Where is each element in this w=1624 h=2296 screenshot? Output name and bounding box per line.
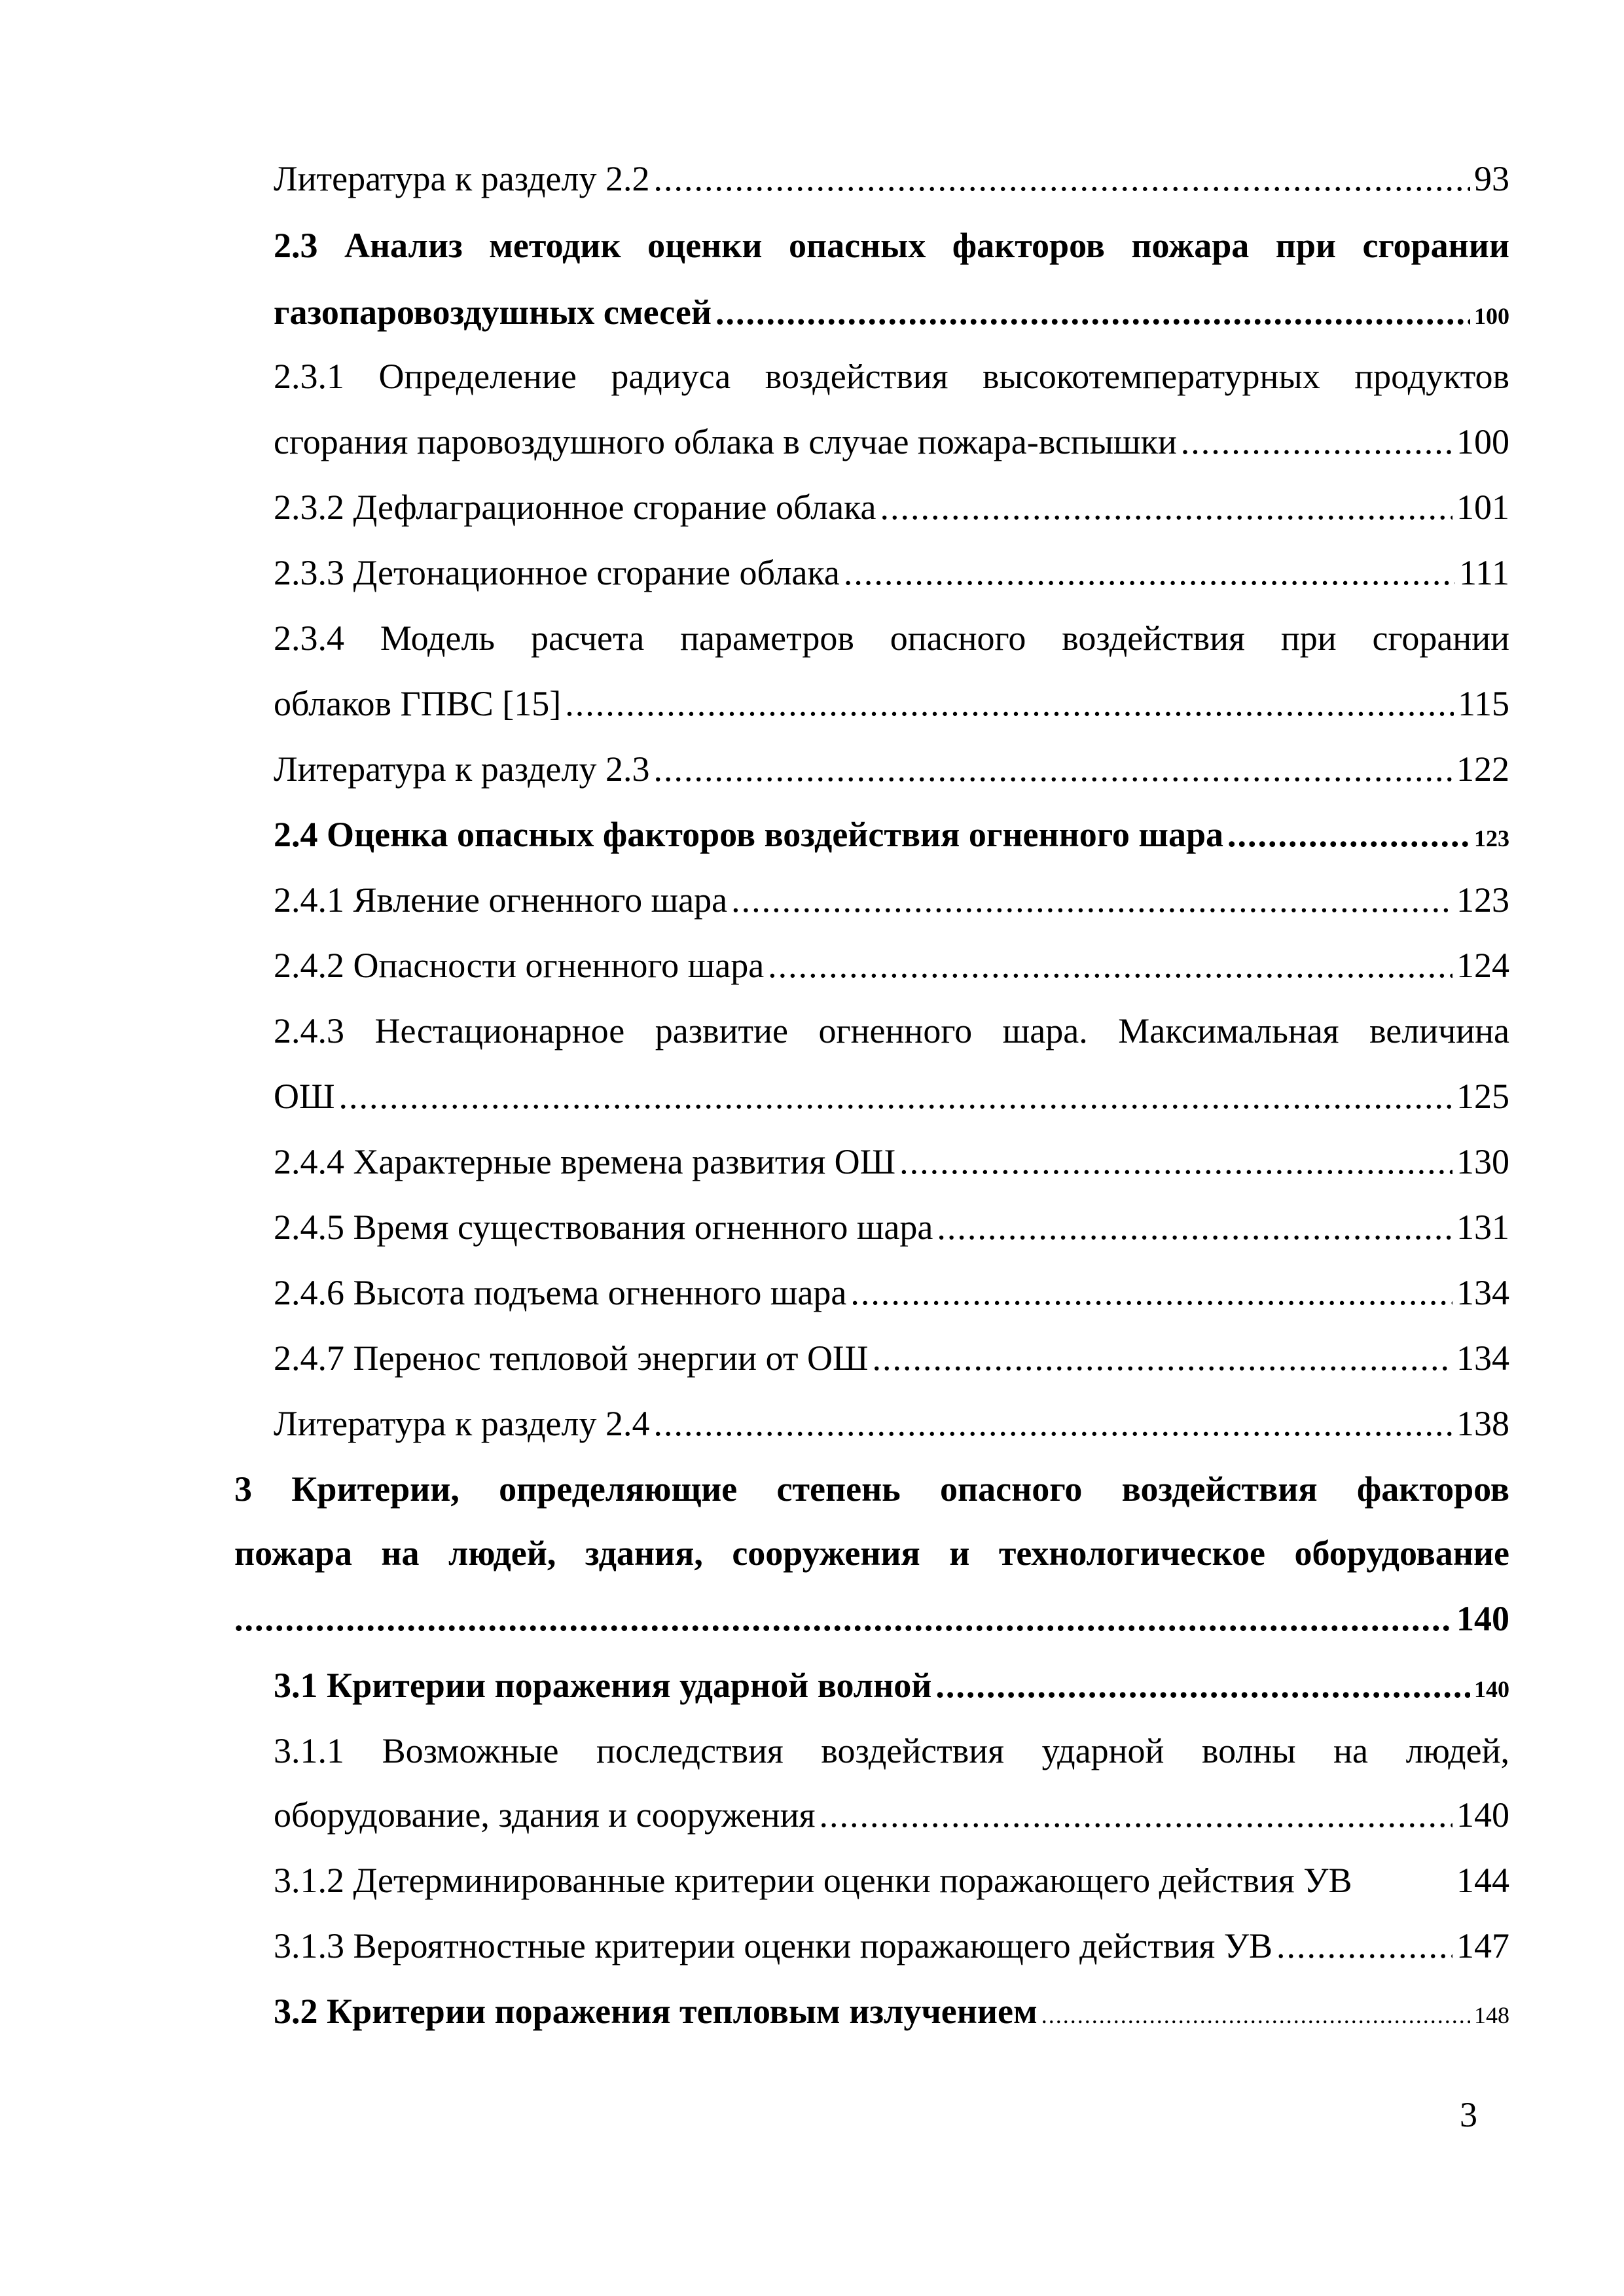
dot-leader: [653, 1406, 1453, 1441]
toc-entry[interactable]: [274, 882, 1509, 918]
dot-leader: [731, 882, 1453, 918]
dot-leader: [937, 1210, 1453, 1245]
toc-entry-page: 134: [1456, 1338, 1509, 1378]
toc-entry[interactable]: [274, 948, 1509, 983]
toc-entry-page: 130: [1456, 1142, 1509, 1181]
toc-entry-title: Литература к разделу 2.2: [274, 159, 650, 198]
toc-entry-title: 2.4.4 Характерные времена развития ОШ: [274, 1142, 896, 1181]
toc-entry-title: сгорания паровоздушного облака в случае пожара-вспышки: [274, 422, 1177, 461]
toc-entry-page: 140: [1456, 1599, 1509, 1638]
dot-leader: [935, 1668, 1470, 1703]
toc-entry[interactable]: [274, 686, 1509, 721]
toc-entry-title: оборудование, здания и сооружения: [274, 1795, 816, 1835]
toc-entry[interactable]: [274, 1994, 1509, 2029]
toc-entry-page: 124: [1456, 946, 1509, 985]
dot-leader: [1181, 424, 1453, 459]
toc-entry-title: 2.4.7 Перенос тепловой энергии от ОШ: [274, 1338, 869, 1378]
toc-entry-title: 3.1 Критерии поражения ударной волной: [274, 1666, 932, 1705]
toc-entry[interactable]: [274, 1275, 1509, 1310]
dot-leader: [880, 490, 1453, 525]
dot-leader: [1227, 817, 1470, 852]
toc-entry-page: 100: [1474, 303, 1509, 329]
toc-entry[interactable]: [274, 1668, 1509, 1703]
toc-entry[interactable]: [274, 1928, 1509, 1964]
dot-leader: [819, 1797, 1453, 1833]
toc-entry-title: 2.3.2 Дефлаграционное сгорание облака: [274, 488, 876, 527]
toc-entry-page: 138: [1456, 1404, 1509, 1443]
toc-entry-title: 2.4.6 Высота подъема огненного шара: [274, 1273, 847, 1312]
dot-leader: [565, 686, 1454, 721]
dot-leader: [653, 161, 1470, 196]
toc-entry-page: 93: [1474, 159, 1509, 198]
dot-leader: [338, 1079, 1453, 1114]
toc-entry[interactable]: [274, 1406, 1509, 1441]
toc-entry-page: 148: [1474, 2002, 1509, 2028]
toc-entry-title: 2.4.2 Опасности огненного шара: [274, 946, 765, 985]
toc-entry-title: ОШ: [274, 1077, 335, 1116]
toc-entry-page: 101: [1456, 488, 1509, 527]
toc-entry[interactable]: [274, 1079, 1509, 1114]
dot-leader: [234, 1601, 1453, 1636]
toc-entry[interactable]: [274, 751, 1509, 787]
toc-entry-page: 123: [1456, 880, 1509, 920]
toc-entry-heading[interactable]: 2.3 Анализ методик оценки опасных факторов пожара при сгорании: [274, 226, 1509, 265]
toc-entry[interactable]: [274, 1144, 1509, 1179]
toc-entry-page: 111: [1459, 553, 1509, 592]
toc-entry-title[interactable]: 2.3.4 Модель расчета параметров опасного воздействия при сгорании: [274, 619, 1509, 658]
page-number: 3: [1460, 2095, 1477, 2134]
dot-leader: [768, 948, 1453, 983]
dot-leader: [1276, 1928, 1453, 1964]
dot-leader: [844, 555, 1455, 590]
toc-entry-title: 2.4 Оценка опасных факторов воздействия огненного шара: [274, 815, 1224, 854]
toc-entry-page: 140: [1456, 1795, 1509, 1835]
toc-chapter-heading[interactable]: 3 Критерии, определяющие степень опасного воздействия факторов: [234, 1469, 1509, 1509]
toc-entry-page: 140: [1474, 1676, 1509, 1702]
toc-entry-title: облаков ГПВС [15]: [274, 684, 562, 723]
dot-leader: [850, 1275, 1453, 1310]
toc-entry-page: 134: [1456, 1273, 1509, 1312]
toc-entry-title: 2.4.5 Время существования огненного шара: [274, 1208, 933, 1247]
toc-entry-page: 115: [1458, 684, 1509, 723]
toc-entry-page: 144: [1456, 1861, 1509, 1900]
toc-entry[interactable]: [274, 490, 1509, 525]
toc-entry-page: 122: [1456, 749, 1509, 789]
toc-entry-page: 100: [1456, 422, 1509, 461]
toc-entry-page: 147: [1456, 1926, 1509, 1965]
toc-entry-title: газопаровоздушных смесей: [274, 293, 712, 332]
toc-entry-title: 3.1.2 Детерминированные критерии оценки поражающего действия УВ: [274, 1861, 1352, 1900]
toc-entry-title: 2.3.3 Детонационное сгорание облака: [274, 553, 840, 592]
toc-entry[interactable]: [274, 1863, 1509, 1898]
dot-leader: [872, 1340, 1453, 1376]
toc-entry-title[interactable]: 2.4.3 Нестационарное развитие огненного шара. Максимальная величина: [274, 1011, 1509, 1050]
toc-entry[interactable]: [274, 161, 1509, 196]
dot-leader: [715, 295, 1470, 330]
toc-entry[interactable]: [274, 1797, 1509, 1833]
toc-entry[interactable]: [274, 817, 1509, 852]
toc-entry[interactable]: [274, 424, 1509, 459]
toc-entry-page: 131: [1456, 1208, 1509, 1247]
toc-entry-title: 3.1.3 Вероятностные критерии оценки поражающего действия УВ: [274, 1926, 1272, 1965]
toc-entry-title[interactable]: 2.3.1 Определение радиуса воздействия высокотемпературных продуктов: [274, 357, 1509, 396]
dot-leader: [899, 1144, 1453, 1179]
toc-entry[interactable]: [274, 555, 1509, 590]
toc-entry-title[interactable]: 3.1.1 Возможные последствия воздействия ударной волны на людей,: [274, 1731, 1509, 1770]
dot-leader: [653, 751, 1453, 787]
toc-entry-title: 2.4.1 Явление огненного шара: [274, 880, 728, 920]
dot-leader: [1041, 2003, 1470, 2027]
toc-entry-title: 3.2 Критерии поражения тепловым излучением: [274, 1992, 1038, 2031]
toc-entry[interactable]: [234, 1601, 1509, 1636]
toc-entry-title: Литература к разделу 2.4: [274, 1404, 650, 1443]
toc-entry[interactable]: [274, 295, 1509, 330]
toc-entry[interactable]: [274, 1210, 1509, 1245]
toc-entry[interactable]: [274, 1340, 1509, 1376]
toc-chapter-heading[interactable]: пожара на людей, здания, сооружения и технологическое оборудование: [234, 1534, 1509, 1573]
toc-entry-page: 123: [1474, 825, 1509, 852]
toc-entry-title: Литература к разделу 2.3: [274, 749, 650, 789]
toc-entry-page: 125: [1456, 1077, 1509, 1116]
